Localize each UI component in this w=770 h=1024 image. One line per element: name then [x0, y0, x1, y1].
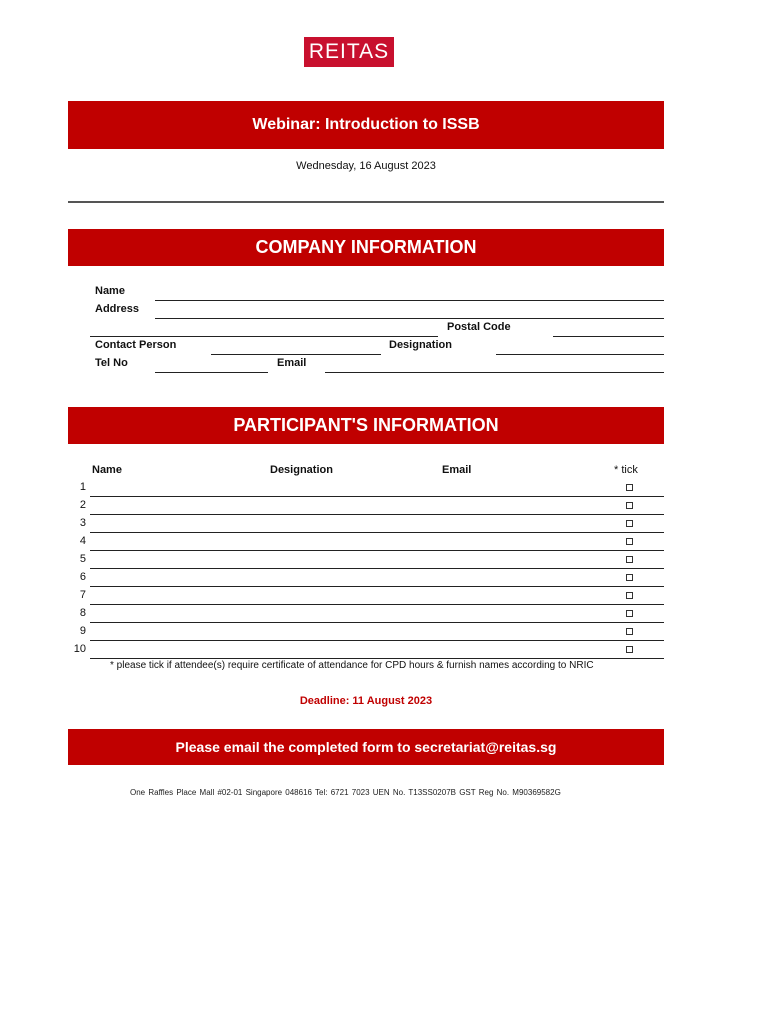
deadline-text: Deadline: 11 August 2023: [299, 695, 433, 707]
participant-row-number: 8: [79, 607, 86, 619]
cpd-tick-checkbox[interactable]: [626, 574, 633, 581]
webinar-date: Wednesday, 16 August 2023: [296, 160, 436, 172]
participant-row-number: 1: [79, 481, 86, 493]
cpd-tick-checkbox[interactable]: [626, 502, 633, 509]
participant-row-number: 2: [79, 499, 86, 511]
participant-row-line[interactable]: [90, 586, 664, 587]
cpd-tick-checkbox[interactable]: [626, 538, 633, 545]
contact-person-label: Contact Person: [95, 339, 177, 351]
col-designation-header: Designation: [270, 464, 333, 476]
postal-code-field[interactable]: [553, 336, 664, 337]
address-field-line1[interactable]: [155, 318, 664, 319]
cpd-tick-checkbox[interactable]: [626, 610, 633, 617]
email-field[interactable]: [325, 372, 664, 373]
section-divider: [68, 201, 664, 203]
cpd-tick-checkbox[interactable]: [626, 520, 633, 527]
participant-row-line[interactable]: [90, 640, 664, 641]
participant-row-number: 6: [79, 571, 86, 583]
participant-row-number: 10: [73, 643, 86, 655]
participant-row-line[interactable]: [90, 550, 664, 551]
cpd-tick-checkbox[interactable]: [626, 646, 633, 653]
col-tick-header: * tick: [614, 464, 638, 476]
certificate-note: * please tick if attendee(s) require certificate of attendance for CPD hours & furnish names according to NRIC: [110, 660, 594, 671]
submit-instruction-banner: Please email the completed form to secretariat@reitas.sg: [68, 729, 664, 765]
contact-person-field[interactable]: [211, 354, 381, 355]
address-field-line2[interactable]: [90, 336, 438, 337]
name-label: Name: [95, 285, 125, 297]
cpd-tick-checkbox[interactable]: [626, 628, 633, 635]
participant-row-number: 3: [79, 517, 86, 529]
participant-info-heading: PARTICIPANT'S INFORMATION: [68, 407, 664, 444]
company-info-heading: COMPANY INFORMATION: [68, 229, 664, 266]
participant-row-number: 7: [79, 589, 86, 601]
col-name-header: Name: [92, 464, 122, 476]
reitas-logo: REITAS: [304, 37, 394, 67]
designation-field[interactable]: [496, 354, 664, 355]
participant-row-line[interactable]: [90, 532, 664, 533]
participant-row-line[interactable]: [90, 604, 664, 605]
cpd-tick-checkbox[interactable]: [626, 592, 633, 599]
participant-row-number: 9: [79, 625, 86, 637]
participant-row-number: 5: [79, 553, 86, 565]
participant-row-line[interactable]: [90, 514, 664, 515]
company-name-field[interactable]: [155, 300, 664, 301]
webinar-title-banner: Webinar: Introduction to ISSB: [68, 101, 664, 149]
address-label: Address: [95, 303, 140, 315]
postal-code-label: Postal Code: [447, 321, 511, 333]
participant-row-line[interactable]: [90, 496, 664, 497]
participant-row-line[interactable]: [90, 658, 664, 659]
col-email-header: Email: [442, 464, 472, 476]
footer-address: One Raffles Place Mall #02-01 Singapore 048616 Tel: 6721 7023 UEN No. T13SS0207B GST Reg No. M90369582G: [130, 788, 561, 797]
tel-no-label: Tel No: [95, 357, 128, 369]
cpd-tick-checkbox[interactable]: [626, 484, 633, 491]
participant-row-line[interactable]: [90, 568, 664, 569]
tel-no-field[interactable]: [155, 372, 268, 373]
participant-row-number: 4: [79, 535, 86, 547]
participant-row-line[interactable]: [90, 622, 664, 623]
cpd-tick-checkbox[interactable]: [626, 556, 633, 563]
email-label: Email: [277, 357, 307, 369]
designation-label: Designation: [389, 339, 452, 351]
